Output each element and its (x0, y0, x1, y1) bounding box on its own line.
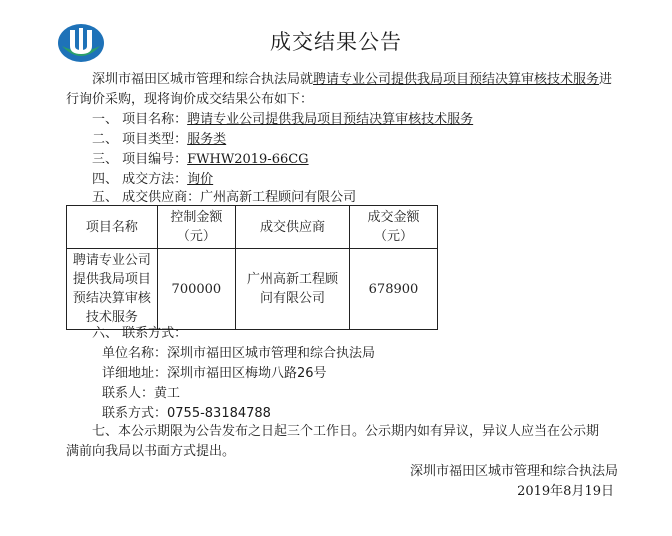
table-header-cell: 项目名称 (67, 206, 158, 249)
notice-paragraph (66, 422, 626, 462)
table-header-row (67, 206, 438, 249)
intro-text: 深圳市福田区城市管理和综合执法局就 (92, 72, 314, 87)
table-cell-deal-amount: 678900 (349, 249, 437, 330)
notice-line1: 七、本公示期限为公告发布之日起三个工作日。公示期内如有异议，异议人应当在公示期 (92, 424, 600, 439)
item-value: 询价 (187, 172, 214, 187)
contact-person: 联系人：黄工 (102, 386, 181, 401)
table-header-cell: 成交供应商 (236, 206, 350, 249)
table-header-cell: 控制金额 （元） (157, 206, 235, 249)
item-deal-method (92, 170, 213, 190)
page-title: 成交结果公告 (270, 30, 402, 54)
contact-address: 详细地址：深圳市福田区梅坳八路26号 (102, 366, 327, 381)
table-row (67, 249, 438, 330)
notice-line2: 满前向我局以书面方式提出。 (66, 444, 236, 459)
item-project-name (92, 110, 473, 130)
item-value: 服务类 (187, 132, 227, 147)
result-table (66, 205, 438, 330)
table-cell-project: 聘请专业公司 提供我局项目 预结决算审核 技术服务 (67, 249, 158, 330)
item-label: 一、 项目名称： (92, 112, 188, 127)
item-label: 四、 成交方法： (92, 172, 188, 187)
contact-unit: 单位名称：深圳市福田区城市管理和综合执法局 (102, 346, 376, 361)
item-project-type (92, 130, 226, 150)
item-label: 三、 项目编号： (92, 152, 188, 167)
footer-date: 2019年8月19日 (517, 484, 614, 499)
table-header-cell: 成交金额 （元） (349, 206, 437, 249)
item-value: FWHW2019-66CG (187, 152, 309, 167)
intro-text-line2: 行询价采购，现将询价成交结果公布如下： (66, 92, 314, 107)
item-value: 聘请专业公司提供我局项目预结决算审核技术服务 (187, 112, 474, 127)
intro-paragraph (66, 70, 626, 110)
item-project-number (92, 150, 309, 170)
intro-project-name: 聘请专业公司提供我局项目预结决算审核技术服务 (313, 72, 600, 87)
item-label: 二、 项目类型： (92, 132, 188, 147)
table-cell-supplier: 广州高新工程顾 问有限公司 (236, 249, 350, 330)
contact-phone: 联系方式：0755-83184788 (102, 406, 271, 421)
footer-org: 深圳市福田区城市管理和综合执法局 (409, 464, 618, 479)
table-cell-control-amount: 700000 (157, 249, 235, 330)
contact-heading: 六、 联系方式： (92, 326, 188, 341)
item-supplier: 五、 成交供应商：广州高新工程顾问有限公司 (92, 190, 357, 205)
intro-text-end: 进 (599, 72, 613, 87)
